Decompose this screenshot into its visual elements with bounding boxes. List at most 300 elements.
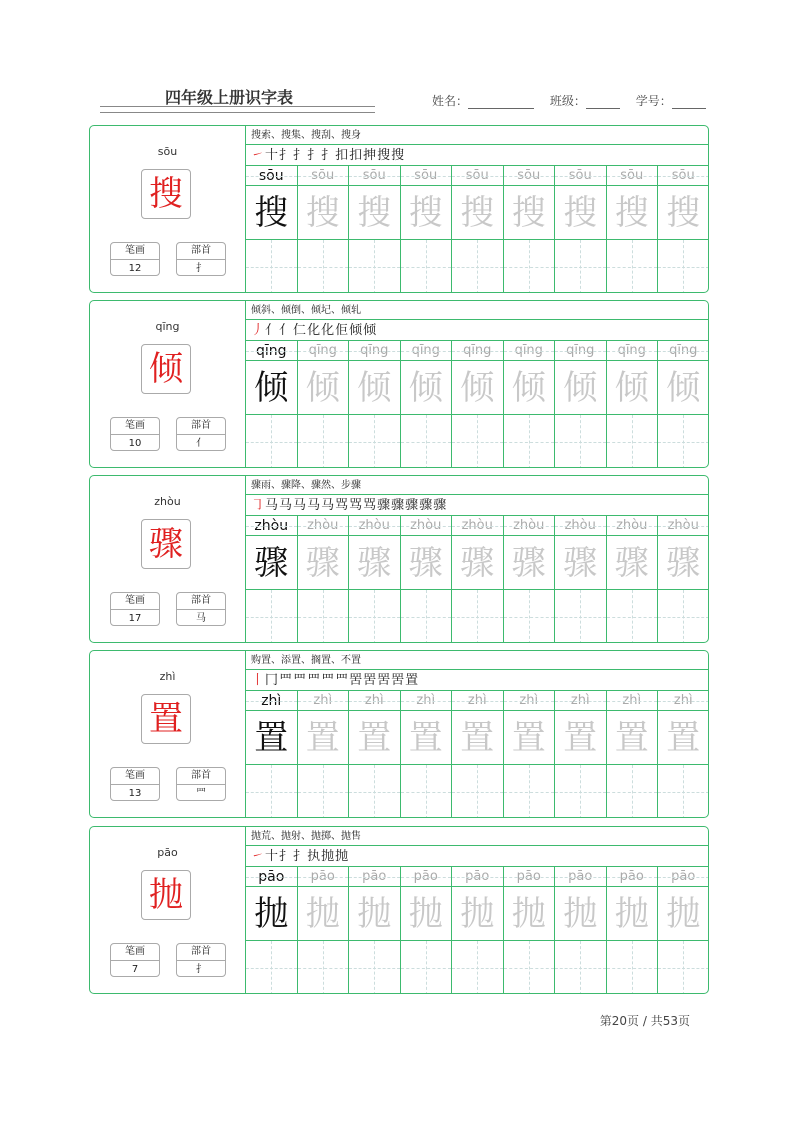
pinyin-trace: qīng [401, 341, 452, 361]
guide-line [658, 701, 709, 702]
class-field[interactable] [586, 108, 620, 109]
stroke-step: 亻 [265, 323, 280, 338]
practice-panel [246, 126, 709, 292]
id-field[interactable] [672, 108, 706, 109]
pinyin-trace: pāo [246, 867, 297, 887]
char-trace-cell[interactable]: 骤 [452, 536, 503, 590]
pinyin-trace: sōu [607, 166, 658, 186]
guide-line [452, 176, 503, 177]
practice-grid [246, 691, 709, 818]
blank-practice-cell[interactable] [349, 415, 400, 468]
blank-practice-cell[interactable] [349, 765, 400, 818]
pinyin-trace: qīng [298, 341, 349, 361]
stroke-count-label: 笔画 [111, 768, 159, 785]
guide-line [658, 351, 709, 352]
char-info-panel [90, 126, 246, 292]
char-info-panel [90, 301, 246, 467]
stroke-step: 罟 [363, 673, 378, 688]
practice-column [504, 867, 556, 994]
char-trace-cell[interactable]: 抛 [349, 887, 400, 941]
stroke-count-box [110, 592, 160, 626]
radical-box [176, 943, 226, 977]
name-field[interactable] [468, 108, 534, 109]
practice-column [658, 867, 709, 994]
practice-column [452, 691, 504, 818]
practice-column [658, 516, 709, 643]
practice-column [555, 341, 607, 468]
char-trace-cell[interactable]: 骤 [504, 536, 555, 590]
stroke-step: 马 [279, 498, 294, 513]
stroke-step: 骤 [433, 498, 448, 513]
blank-practice-cell[interactable] [452, 415, 503, 468]
practice-panel [246, 301, 709, 467]
blank-practice-cell[interactable] [504, 415, 555, 468]
guide-line [607, 701, 658, 702]
guide-line [607, 176, 658, 177]
pinyin-trace: zhòu [246, 516, 297, 536]
stroke-order [246, 670, 709, 691]
guide-line [580, 941, 581, 994]
stroke-step: 罒 [279, 673, 294, 688]
blank-practice-cell[interactable] [504, 240, 555, 293]
blank-practice-cell[interactable] [298, 590, 349, 643]
guide-line [452, 351, 503, 352]
pinyin-trace: zhòu [401, 516, 452, 536]
guide-line [298, 526, 349, 527]
char-pinyin: zhòu [154, 495, 181, 508]
id-label: 学号： [635, 94, 672, 108]
radical-box [176, 242, 226, 276]
char-trace-cell[interactable]: 置 [452, 711, 503, 765]
char-trace-cell[interactable]: 抛 [658, 887, 709, 941]
guide-line [683, 590, 684, 643]
stroke-step: 骤 [377, 498, 392, 513]
guide-line [246, 351, 297, 352]
guide-line [504, 176, 555, 177]
guide-line [323, 415, 324, 468]
blank-practice-cell[interactable] [658, 415, 709, 468]
stroke-step: 亻 [279, 323, 294, 338]
practice-column [349, 166, 401, 293]
pinyin-trace: sōu [555, 166, 606, 186]
blank-practice-cell[interactable] [349, 941, 400, 994]
radical-box [176, 767, 226, 801]
stroke-order [246, 495, 709, 516]
practice-column [658, 691, 709, 818]
stroke-step: 丿 [251, 323, 266, 338]
practice-grid [246, 516, 709, 643]
pinyin-trace: sōu [401, 166, 452, 186]
practice-column [452, 166, 504, 293]
stroke-step: 罒 [307, 673, 322, 688]
practice-column [298, 516, 350, 643]
char-trace-cell[interactable]: 搜 [401, 186, 452, 240]
radical-label: 部首 [177, 418, 225, 435]
guide-line [504, 351, 555, 352]
stroke-step: 罒 [321, 673, 336, 688]
char-trace-cell[interactable]: 倾 [607, 361, 658, 415]
guide-line [246, 176, 297, 177]
blank-practice-cell[interactable] [452, 590, 503, 643]
stroke-step: 扣 [349, 148, 364, 163]
blank-practice-cell[interactable] [658, 941, 709, 994]
example-words: 抛荒、抛射、抛掷、抛售 [246, 827, 709, 846]
example-words: 购置、添置、搁置、不置 [246, 651, 709, 670]
char-trace-cell[interactable]: 置 [349, 711, 400, 765]
stroke-order [246, 145, 709, 166]
guide-line [452, 701, 503, 702]
pinyin-trace: sōu [349, 166, 400, 186]
stroke-count-value: 10 [128, 438, 142, 449]
char-trace-cell[interactable]: 置 [246, 711, 297, 765]
guide-line [323, 941, 324, 994]
blank-practice-cell[interactable] [298, 415, 349, 468]
char-trace-cell[interactable]: 搜 [349, 186, 400, 240]
blank-practice-cell[interactable] [607, 590, 658, 643]
practice-column [607, 166, 659, 293]
guide-line [349, 526, 400, 527]
stroke-step: 抻 [363, 148, 378, 163]
char-trace-cell[interactable]: 倾 [401, 361, 452, 415]
char-pinyin: qīng [155, 320, 180, 333]
guide-line [504, 701, 555, 702]
stroke-step: 倾 [363, 323, 378, 338]
blank-practice-cell[interactable] [658, 240, 709, 293]
guide-line [529, 765, 530, 818]
guide-line [683, 415, 684, 468]
char-pinyin: sōu [157, 145, 178, 158]
stroke-step: ㇆ [251, 498, 266, 513]
blank-practice-cell[interactable] [555, 941, 606, 994]
guide-line [349, 877, 400, 878]
practice-column [607, 867, 659, 994]
char-trace-cell[interactable]: 搜 [298, 186, 349, 240]
pinyin-trace: qīng [607, 341, 658, 361]
char-trace-cell[interactable]: 抛 [298, 887, 349, 941]
guide-line [349, 176, 400, 177]
char-trace-cell[interactable]: 置 [658, 711, 709, 765]
char-trace-cell[interactable]: 抛 [504, 887, 555, 941]
stroke-step: 扌 [279, 148, 294, 163]
char-trace-cell[interactable]: 倾 [246, 361, 297, 415]
guide-line [632, 590, 633, 643]
pinyin-trace: qīng [452, 341, 503, 361]
char-trace-cell[interactable]: 置 [401, 711, 452, 765]
blank-practice-cell[interactable] [401, 941, 452, 994]
stroke-count-box [110, 943, 160, 977]
char-info-panel [90, 476, 246, 642]
char-trace-cell[interactable]: 搜 [246, 186, 297, 240]
practice-column [298, 341, 350, 468]
guide-line [477, 240, 478, 293]
stroke-count-label: 笔画 [111, 243, 159, 260]
guide-line [658, 176, 709, 177]
stroke-step: 骂 [349, 498, 364, 513]
blank-practice-cell[interactable] [555, 765, 606, 818]
practice-column [401, 691, 453, 818]
blank-practice-cell[interactable] [452, 941, 503, 994]
pinyin-trace: zhì [555, 691, 606, 711]
char-trace-cell[interactable]: 骤 [246, 536, 297, 590]
pinyin-trace: pāo [401, 867, 452, 887]
blank-practice-cell[interactable] [401, 415, 452, 468]
blank-practice-cell[interactable] [452, 240, 503, 293]
char-trace-cell[interactable]: 抛 [555, 887, 606, 941]
blank-practice-cell[interactable] [298, 765, 349, 818]
blank-practice-cell[interactable] [246, 941, 297, 994]
char-trace-cell[interactable]: 骤 [401, 536, 452, 590]
char-trace-cell[interactable]: 搜 [658, 186, 709, 240]
char-trace-cell[interactable]: 倾 [452, 361, 503, 415]
practice-column [607, 341, 659, 468]
char-trace-cell[interactable]: 骤 [298, 536, 349, 590]
example-words: 倾斜、倾倒、倾圮、倾轧 [246, 301, 709, 320]
blank-practice-cell[interactable] [298, 240, 349, 293]
char-display: 搜 [141, 169, 191, 219]
guide-line [374, 941, 375, 994]
char-trace-cell[interactable]: 倾 [555, 361, 606, 415]
blank-practice-cell[interactable] [246, 240, 297, 293]
pinyin-trace: zhòu [504, 516, 555, 536]
char-trace-cell[interactable]: 倾 [298, 361, 349, 415]
guide-line [426, 240, 427, 293]
guide-line [349, 351, 400, 352]
char-trace-cell[interactable]: 骤 [658, 536, 709, 590]
stroke-count-value: 17 [128, 613, 142, 624]
practice-column [246, 691, 298, 818]
practice-column [246, 867, 298, 994]
practice-column [246, 516, 298, 643]
radical-label: 部首 [177, 243, 225, 260]
stroke-count-box [110, 767, 160, 801]
practice-column [452, 341, 504, 468]
char-trace-cell[interactable]: 置 [607, 711, 658, 765]
blank-practice-cell[interactable] [401, 765, 452, 818]
practice-column [349, 867, 401, 994]
char-info-panel [90, 827, 246, 993]
blank-practice-cell[interactable] [246, 765, 297, 818]
char-trace-cell[interactable]: 搜 [452, 186, 503, 240]
blank-practice-cell[interactable] [401, 590, 452, 643]
radical-value: 亻 [196, 438, 206, 449]
character-card [89, 650, 709, 818]
guide-line [298, 701, 349, 702]
char-trace-cell[interactable]: 倾 [658, 361, 709, 415]
radical-label: 部首 [177, 593, 225, 610]
blank-practice-cell[interactable] [607, 941, 658, 994]
practice-column [349, 341, 401, 468]
stroke-step: 倾 [349, 323, 364, 338]
blank-practice-cell[interactable] [349, 590, 400, 643]
guide-line [374, 240, 375, 293]
student-fields [432, 92, 706, 109]
pinyin-trace: sōu [658, 166, 709, 186]
char-trace-cell[interactable]: 抛 [246, 887, 297, 941]
practice-column [555, 166, 607, 293]
guide-line [477, 941, 478, 994]
guide-line [683, 765, 684, 818]
pinyin-trace: qīng [555, 341, 606, 361]
stroke-step: 十 [265, 148, 280, 163]
guide-line [580, 590, 581, 643]
blank-practice-cell[interactable] [452, 765, 503, 818]
guide-line [555, 351, 606, 352]
blank-practice-cell[interactable] [504, 765, 555, 818]
pinyin-trace: zhì [504, 691, 555, 711]
worksheet-header [100, 82, 710, 112]
char-trace-cell[interactable]: 抛 [607, 887, 658, 941]
char-trace-cell[interactable]: 骤 [555, 536, 606, 590]
stroke-count-box [110, 242, 160, 276]
char-trace-cell[interactable]: 抛 [452, 887, 503, 941]
practice-column [298, 867, 350, 994]
char-display: 抛 [141, 870, 191, 920]
stroke-step: 丨 [251, 673, 266, 688]
practice-column [452, 867, 504, 994]
char-trace-cell[interactable]: 置 [298, 711, 349, 765]
stroke-order [246, 846, 709, 867]
blank-practice-cell[interactable] [504, 941, 555, 994]
guide-line [452, 526, 503, 527]
stroke-step: 置 [405, 673, 420, 688]
blank-practice-cell[interactable] [607, 240, 658, 293]
guide-line [323, 590, 324, 643]
char-trace-cell[interactable]: 倾 [349, 361, 400, 415]
guide-line [401, 877, 452, 878]
practice-column [452, 516, 504, 643]
pinyin-trace: qīng [246, 341, 297, 361]
guide-line [529, 415, 530, 468]
blank-practice-cell[interactable] [555, 590, 606, 643]
blank-practice-cell[interactable] [349, 240, 400, 293]
guide-line [401, 351, 452, 352]
pinyin-trace: zhòu [658, 516, 709, 536]
char-trace-cell[interactable]: 倾 [504, 361, 555, 415]
stroke-step: 冂 [265, 673, 280, 688]
pinyin-trace: pāo [452, 867, 503, 887]
stroke-step: 化 [307, 323, 322, 338]
char-trace-cell[interactable]: 搜 [555, 186, 606, 240]
blank-practice-cell[interactable] [658, 590, 709, 643]
practice-column [607, 691, 659, 818]
blank-practice-cell[interactable] [401, 240, 452, 293]
guide-line [271, 415, 272, 468]
stroke-step: 骂 [335, 498, 350, 513]
guide-line [298, 176, 349, 177]
guide-line [555, 877, 606, 878]
char-trace-cell[interactable]: 搜 [607, 186, 658, 240]
stroke-step: 骤 [419, 498, 434, 513]
char-info-panel [90, 651, 246, 817]
guide-line [504, 877, 555, 878]
practice-column [555, 516, 607, 643]
stroke-step: 罟 [377, 673, 392, 688]
stroke-step: 搜 [391, 148, 406, 163]
guide-line [401, 176, 452, 177]
guide-line [271, 765, 272, 818]
blank-practice-cell[interactable] [555, 415, 606, 468]
guide-line [426, 941, 427, 994]
stroke-step: 罟 [349, 673, 364, 688]
guide-line [580, 240, 581, 293]
page-title: 四年级上册识字表 [165, 88, 294, 107]
stroke-step: 抛 [335, 849, 350, 864]
practice-column [658, 341, 709, 468]
stroke-step: 抛 [321, 849, 336, 864]
practice-column [504, 166, 556, 293]
pinyin-trace: pāo [658, 867, 709, 887]
blank-practice-cell[interactable] [607, 765, 658, 818]
pinyin-trace: qīng [349, 341, 400, 361]
blank-practice-cell[interactable] [607, 415, 658, 468]
pinyin-trace: pāo [298, 867, 349, 887]
stroke-step: 佢 [335, 323, 350, 338]
radical-box [176, 417, 226, 451]
pinyin-trace: pāo [504, 867, 555, 887]
stroke-step: 马 [321, 498, 336, 513]
char-trace-cell[interactable]: 抛 [401, 887, 452, 941]
radical-value: 扌 [196, 263, 206, 274]
stroke-count-value: 13 [128, 788, 142, 799]
char-display: 倾 [141, 344, 191, 394]
blank-practice-cell[interactable] [504, 590, 555, 643]
stroke-step: 骤 [391, 498, 406, 513]
guide-line [683, 941, 684, 994]
guide-line [607, 351, 658, 352]
pinyin-trace: sōu [298, 166, 349, 186]
practice-column [349, 691, 401, 818]
char-trace-cell[interactable]: 骤 [349, 536, 400, 590]
blank-practice-cell[interactable] [246, 415, 297, 468]
class-label: 班级： [549, 94, 586, 108]
guide-line [426, 415, 427, 468]
guide-line [452, 877, 503, 878]
radical-box [176, 592, 226, 626]
practice-column [555, 691, 607, 818]
char-trace-cell[interactable]: 置 [555, 711, 606, 765]
radical-label: 部首 [177, 944, 225, 961]
guide-line [374, 415, 375, 468]
char-trace-cell[interactable]: 搜 [504, 186, 555, 240]
pinyin-trace: sōu [504, 166, 555, 186]
practice-column [401, 867, 453, 994]
char-trace-cell[interactable]: 置 [504, 711, 555, 765]
guide-line [271, 240, 272, 293]
practice-grid [246, 341, 709, 468]
radical-value: 扌 [196, 964, 206, 975]
blank-practice-cell[interactable] [246, 590, 297, 643]
stroke-count-label: 笔画 [111, 593, 159, 610]
character-card [89, 300, 709, 468]
pinyin-trace: zhì [401, 691, 452, 711]
page-number: 第20页 / 共53页 [599, 1014, 690, 1028]
guide-line [374, 590, 375, 643]
name-label: 姓名： [432, 94, 469, 108]
practice-column [246, 166, 298, 293]
radical-label: 部首 [177, 768, 225, 785]
guide-line [529, 590, 530, 643]
blank-practice-cell[interactable] [658, 765, 709, 818]
guide-line [580, 765, 581, 818]
character-card [89, 826, 709, 994]
blank-practice-cell[interactable] [298, 941, 349, 994]
blank-practice-cell[interactable] [555, 240, 606, 293]
pinyin-trace: pāo [607, 867, 658, 887]
stroke-step: 扌 [307, 148, 322, 163]
practice-column [401, 166, 453, 293]
char-trace-cell[interactable]: 骤 [607, 536, 658, 590]
title-underline [100, 106, 375, 113]
